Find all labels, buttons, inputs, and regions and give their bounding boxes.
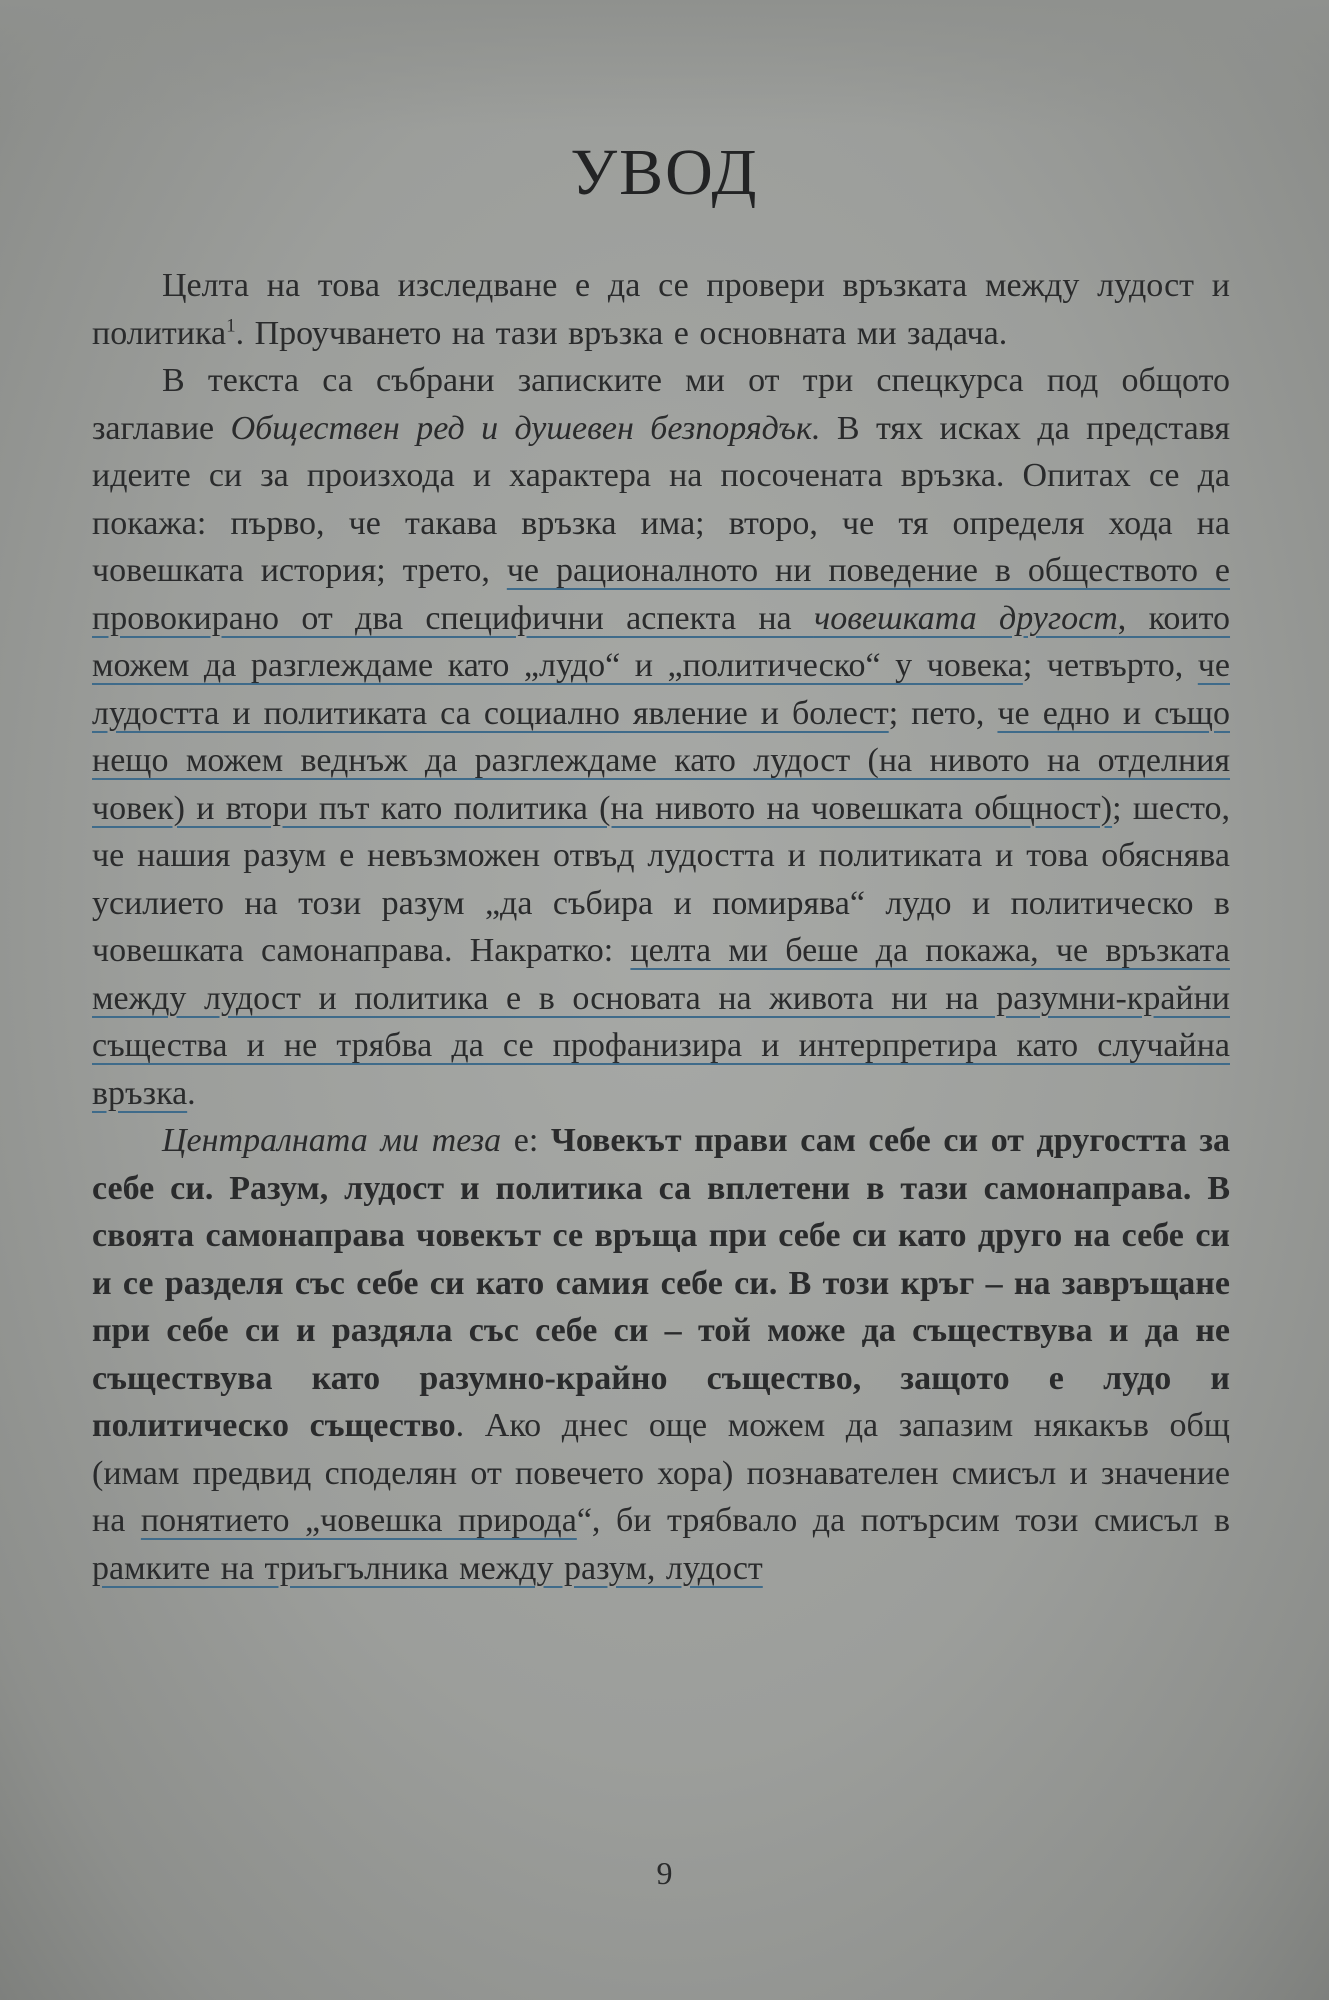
page-number: 9 (656, 1855, 673, 1891)
p2-text: В текста са събрани записките ми от три спецкурса под общото заглавие (92, 362, 1230, 447)
p3-text: “, би трябвало да потърсим този смисъл в (576, 1502, 1231, 1539)
p1-text: Целта на това изследване е да се провери връзката между лудост и политика (92, 267, 1230, 352)
pen-underline: целта ми беше да покажа, че връзката между лудост и политика е в основата на живота ни на разумни-крайни същества и не трябва да се профанизира и интерпретира като случайна връзка (92, 932, 1230, 1112)
paragraph-3 (92, 1117, 1230, 1592)
pen-underline: че лудостта и политиката са социално явление и болест (92, 647, 1230, 732)
p2-italic-title: Обществен ред и душевен безпорядък. (230, 409, 821, 447)
p2-text: В тях исках да представя идеите си за произхода и характера на посочената връзка. Опитах се да покажа: първо, че такава връзка има; второ, че тя определя хода на човешката история; трето, (92, 409, 1230, 589)
p2-text: ; четвърто, (1022, 647, 1198, 684)
p3-text: е: (501, 1122, 551, 1159)
pen-underline: че рационалното ни поведение в обществото е провокирано от два специфични аспекта на (92, 552, 1230, 637)
p2-text: ; шесто, че нашия разум е невъзможен отвъд лудостта и политиката и това обяснява усилието на този разум „да събира и помирява“ лудо и политическо в човешката самонаправа. Накратко: (92, 789, 1230, 969)
pen-underline: рамките на триъгълника между разум, лудост (92, 1549, 763, 1587)
p2-text-end: . (187, 1074, 196, 1112)
paragraph-1 (92, 262, 1230, 357)
footnote-marker: 1 (226, 315, 236, 337)
body-text (92, 262, 1230, 1592)
p3-italic-lead: Централната ми теза (162, 1122, 502, 1159)
pen-underline: , които можем да разглеждаме като „лудо“ и „политическо“ у човека (92, 599, 1231, 684)
bleed-through-shadow (0, 0, 1329, 130)
p2-italic-term: човешката другост (813, 599, 1118, 637)
pen-underline: понятието „човешка природа (140, 1502, 577, 1539)
pen-underline: че едно и също нещо можем веднъж да разглеждаме като лудост (на нивото на отделния човек) и втори път като политика (на нивото на човешката общност) (92, 694, 1230, 827)
p3-text: . Ако днес още можем да запазим някакъв общ (имам предвид споделян от повечето хора) познавателен смисъл и значение на (92, 1407, 1230, 1539)
p3-bold-thesis: Човекът прави сам себе си от другостта за себе си. Разум, лудост и политика са вплетени в тази самонаправа. В своята самонаправа човекът се връща при себе си като друго на себе си и се разделя със себе си като самия себе си. В този кръг – на завръщане при себе си и раздяла със себе си – той може да съществува и да не съществува като разумно-крайно същество, защото е лудо и политическо същество (92, 1122, 1230, 1444)
p2-text: ; пето, (888, 694, 998, 732)
p1-text-end: . Проучването на тази връзка е основната ми задача. (235, 314, 1008, 352)
paragraph-2 (92, 357, 1230, 1117)
chapter-title: УВОД (570, 136, 759, 209)
